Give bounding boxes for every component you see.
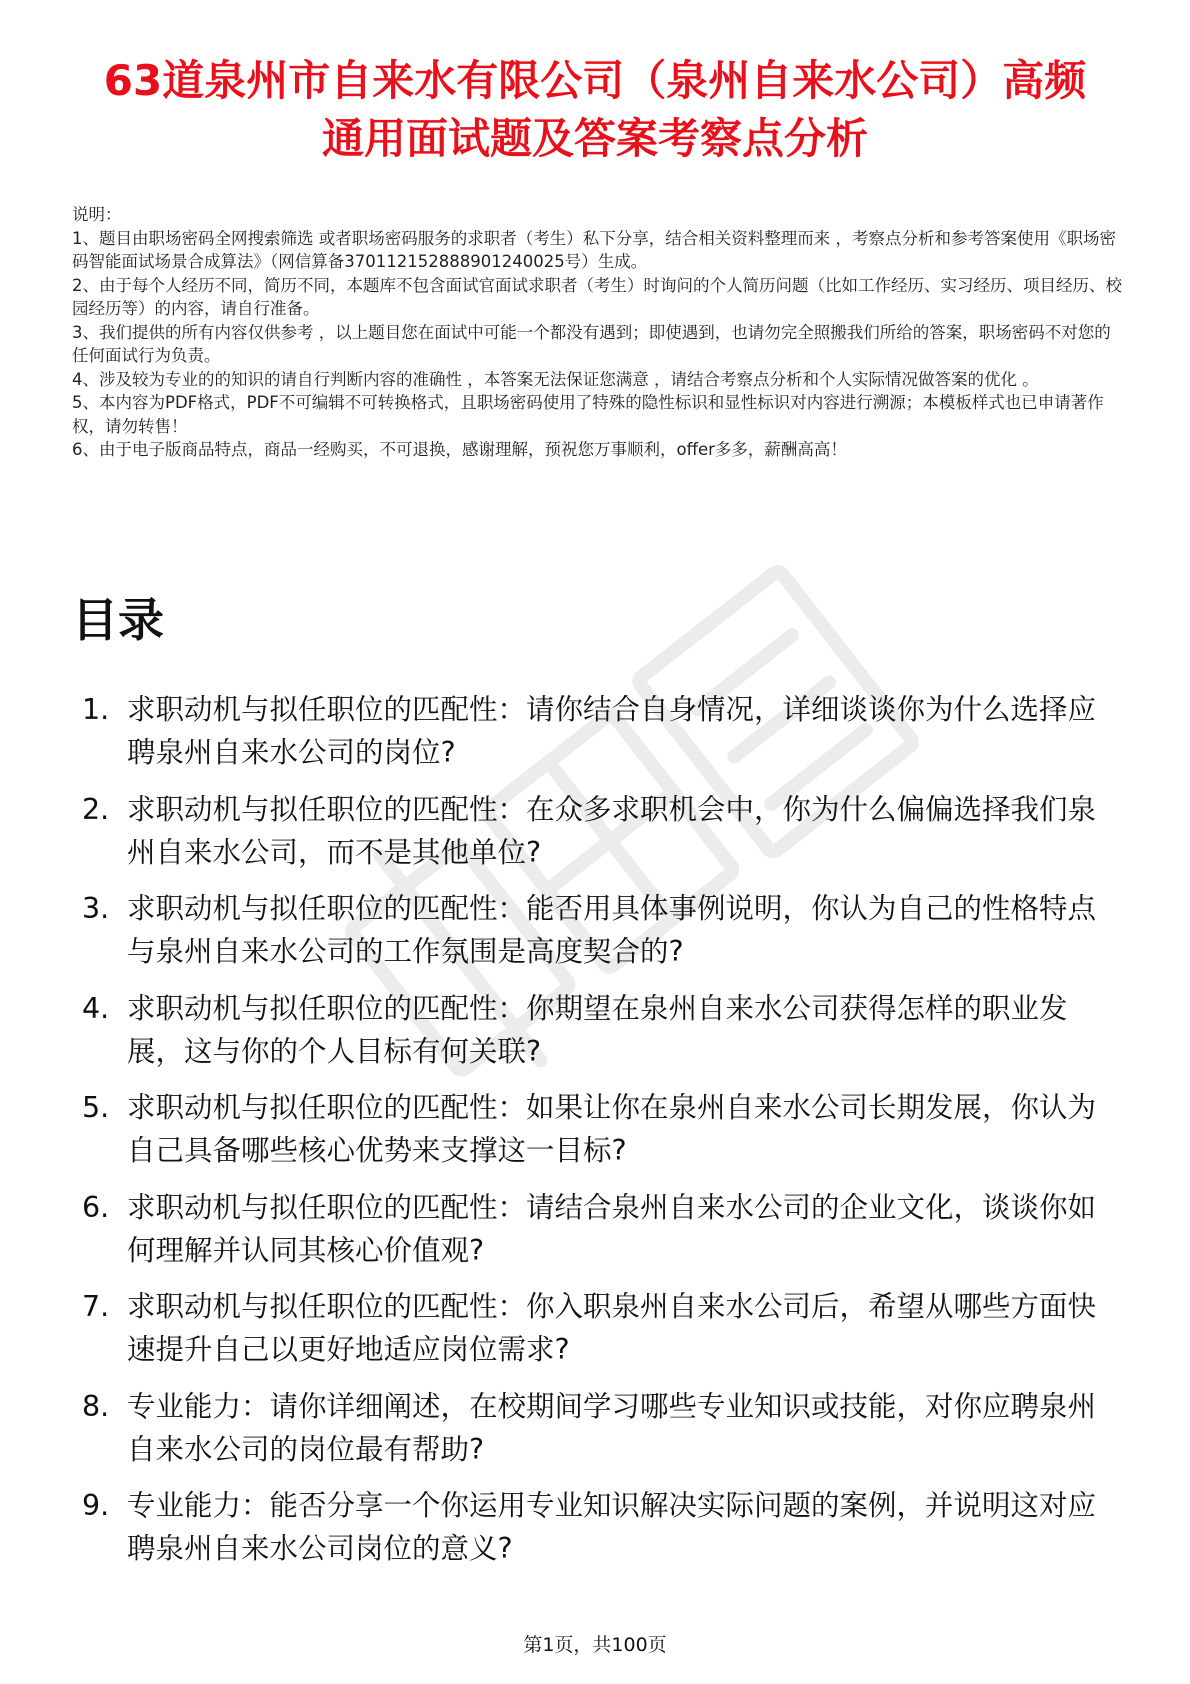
note-item: 5、本内容为PDF格式，PDF不可编辑不可转换格式，且职场密码使用了特殊的隐性标识和显性标识对内容进行溯源；本模板样式也已申请著作权，请勿转售！: [72, 393, 1104, 436]
toc-item[interactable]: [72, 688, 1112, 774]
toc-item[interactable]: [72, 1385, 1112, 1471]
toc-heading: 目录: [72, 593, 164, 647]
toc-item-text: 求职动机与拟任职位的匹配性：请结合泉州自来水公司的企业文化，谈谈你如何理解并认同其核心价值观?: [127, 1190, 1097, 1267]
note-item: 4、涉及较为专业的的知识的请自行判断内容的准确性 ，本答案无法保证您满意 ，请结合考察点分析和个人实际情况做答案的优化 。: [72, 369, 1039, 389]
toc-item-number: 3.: [82, 892, 110, 925]
toc-item-text: 求职动机与拟任职位的匹配性：如果让你在泉州自来水公司长期发展，你认为自己具备哪些核心优势来支撑这一目标?: [127, 1091, 1097, 1167]
toc-item[interactable]: [72, 1484, 1112, 1570]
toc-item-text: 求职动机与拟任职位的匹配性：请你结合自身情况，详细谈谈你为什么选择应聘泉州自来水公司的岗位?: [127, 693, 1097, 769]
toc-item-text: 求职动机与拟任职位的匹配性：你入职泉州自来水公司后，希望从哪些方面快速提升自己以更好地适应岗位需求?: [127, 1290, 1097, 1366]
toc-list: [72, 688, 1112, 1584]
note-item: 1、题目由职场密码全网搜索筛选 或者职场密码服务的求职者（考生）私下分享，结合相关资料整理而来 ，考察点分析和参考答案使用《职场密码智能面试场景合成算法》（网信算备370112152888901240025号）生成。: [72, 228, 1116, 271]
toc-item-text: 求职动机与拟任职位的匹配性：能否用具体事例说明，你认为自己的性格特点与泉州自来水公司的工作氛围是高度契合的?: [127, 892, 1097, 968]
toc-item[interactable]: [72, 1285, 1112, 1371]
toc-item-number: 2.: [82, 792, 110, 826]
toc-item-text: 专业能力：请你详细阐述，在校期间学习哪些专业知识或技能，对你应聘泉州自来水公司的岗位最有帮助?: [127, 1389, 1097, 1466]
toc-item-text: 求职动机与拟任职位的匹配性：在众多求职机会中，你为什么偏偏选择我们泉州自来水公司，而不是其他单位?: [127, 792, 1097, 869]
toc-item[interactable]: [72, 788, 1112, 874]
toc-item-text: 专业能力：能否分享一个你运用专业知识解决实际问题的案例，并说明这对应聘泉州自来水公司岗位的意义?: [127, 1489, 1097, 1565]
toc-item-number: 8.: [82, 1389, 110, 1423]
toc-item[interactable]: [72, 1186, 1112, 1272]
toc-item-number: 4.: [82, 991, 110, 1025]
toc-item-number: 9.: [82, 1489, 110, 1522]
note-item: 6、由于电子版商品特点，商品一经购买，不可退换，感谢理解，预祝您万事顺利，offer多多，薪酬高高！: [72, 440, 847, 459]
note-item: 2、由于每个人经历不同，简历不同，本题库不包含面试官面试求职者（考生）时询问的个人简历问题（比如工作经历、实习经历、项目经历、校园经历等）的内容，请自行准备。: [72, 275, 1122, 318]
disclaimer-notes: [72, 203, 1122, 462]
toc-item[interactable]: [72, 1086, 1112, 1172]
toc-item-number: 6.: [82, 1190, 110, 1224]
toc-item[interactable]: [72, 987, 1112, 1073]
note-item: 3、我们提供的所有内容仅供参考 ，以上题目您在面试中可能一个都没有遇到；即使遇到，也请勿完全照搬我们所给的答案，职场密码不对您的任何面试行为负责。: [72, 322, 1111, 365]
toc-item-text: 求职动机与拟任职位的匹配性：你期望在泉州自来水公司获得怎样的职业发展，这与你的个人目标有何关联?: [127, 991, 1068, 1068]
toc-item-number: 5.: [82, 1091, 110, 1124]
page-footer: 第1页，共100页: [523, 1634, 667, 1656]
toc-item-number: 1.: [82, 693, 110, 726]
toc-item[interactable]: [72, 887, 1112, 973]
notes-heading: 说明：: [72, 205, 122, 224]
document-title: 63道泉州市自来水有限公司（泉州自来水公司）高频通用面试题及答案考察点分析: [103, 56, 1087, 163]
toc-item-number: 7.: [82, 1290, 110, 1323]
